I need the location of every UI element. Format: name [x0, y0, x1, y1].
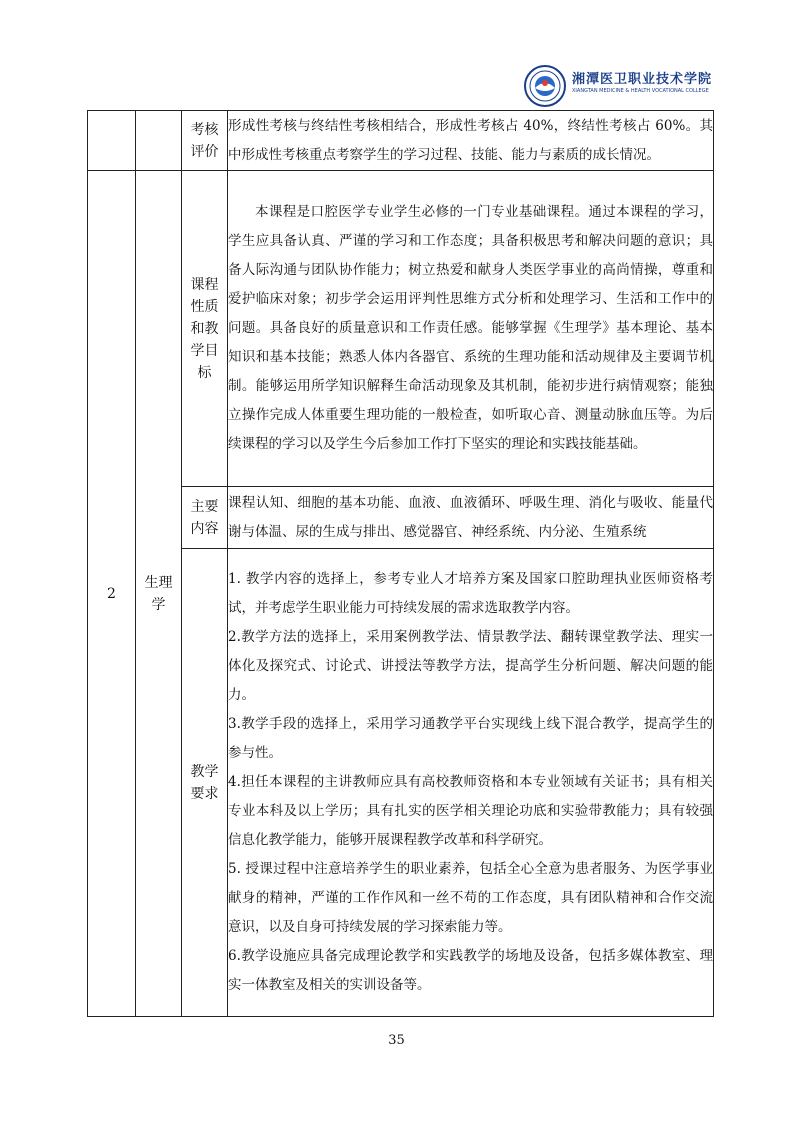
- course-table: [87, 110, 714, 1017]
- content-text: 课程认知、细胞的基本功能、血液、血液循环、呼吸生理、消化与吸收、能量代谢与体温、尿的生成与排出、感觉器官、神经系统、内分泌、生殖系统: [228, 487, 714, 549]
- college-name: 湘潭医卫职业技术学院: [572, 72, 713, 87]
- empty-name-cell: [136, 111, 182, 171]
- row-number: 2: [88, 171, 136, 1017]
- requirement-item: 5. 授课过程中注意培养学生的职业素养，包括全心全意为患者服务、为医学事业献身的精神，严谨的工作作风和一丝不苟的工作态度，具有团队精神和合作交流意识，以及自身可持续发展的学习探索能力等。: [228, 861, 713, 935]
- assessment-label: 考核评价: [182, 111, 228, 171]
- course-name: 生理学: [136, 171, 182, 1017]
- nature-text: 本课程是口腔医学专业学生必修的一门专业基础课程。通过本课程的学习，学生应具备认真、严谨的学习和工作态度；具备积极思考和解决问题的意识；具备人际沟通与团队协作能力；树立热爱和献身人类医学事业的高尚情操，尊重和爱护临床对象；初步学会运用评判性思维方式分析和处理学习、生活和工作中的问题。具备良好的质量意识和工作责任感。能够掌握《生理学》基本理论、基本知识和基本技能；熟悉人体内各器官、系统的生理功能和活动规律及主要调节机制。能够运用所学知识解释生命活动现象及其机制，能初步进行病情观察；能独立操作完成人体重要生理功能的一般检查，如听取心音、测量动脉血压等。为后续课程的学习以及学生今后参加工作打下坚实的理论和实践技能基础。: [228, 171, 714, 487]
- requirement-item: 2.教学方法的选择上，采用案例教学法、情景教学法、翻转课堂教学法、理实一体化及探究式、讨论式、讲授法等教学方法，提高学生分析问题、解决问题的能力。: [228, 629, 713, 703]
- assessment-text: 形成性考核与终结性考核相结合，形成性考核占 40%，终结性考核占 60%。其中形成性考核重点考察学生的学习过程、技能、能力与素质的成长情况。: [228, 111, 714, 171]
- requirement-item: 4.担任本课程的主讲教师应具有高校教师资格和本专业领域有关证书；具有相关专业本科及以上学历；具有扎实的医学相关理论功底和实验带教能力；具有较强信息化教学能力，能够开展课程教学改革和科学研究。: [228, 774, 713, 848]
- content-row: [88, 487, 714, 549]
- requirement-item: 3.教学手段的选择上，采用学习通教学平台实现线上线下混合教学，提高学生的参与性。: [228, 716, 713, 761]
- assessment-row: [88, 111, 714, 171]
- requirements-row: [88, 549, 714, 1017]
- nature-label: 课程性质和教学目标: [182, 171, 228, 487]
- requirements-label: 教学要求: [182, 549, 228, 1017]
- requirements-text: [228, 549, 714, 1017]
- nature-row: [88, 171, 714, 487]
- requirement-item: 6.教学设施应具备完成理论教学和实践教学的场地及设备，包括多媒体教室、理实一体教室及相关的实训设备等。: [228, 948, 713, 993]
- requirement-item: 1. 教学内容的选择上，参考专业人才培养方案及国家口腔助理执业医师资格考试，并考虑学生职业能力可持续发展的需求选取教学内容。: [228, 571, 713, 616]
- content-label: 主要内容: [182, 487, 228, 549]
- college-name-en: XIANGTAN MEDICINE & HEALTH VOCATIONAL COLLEGE: [572, 88, 709, 94]
- empty-num-cell: [88, 111, 136, 171]
- page-number: 35: [388, 1033, 405, 1048]
